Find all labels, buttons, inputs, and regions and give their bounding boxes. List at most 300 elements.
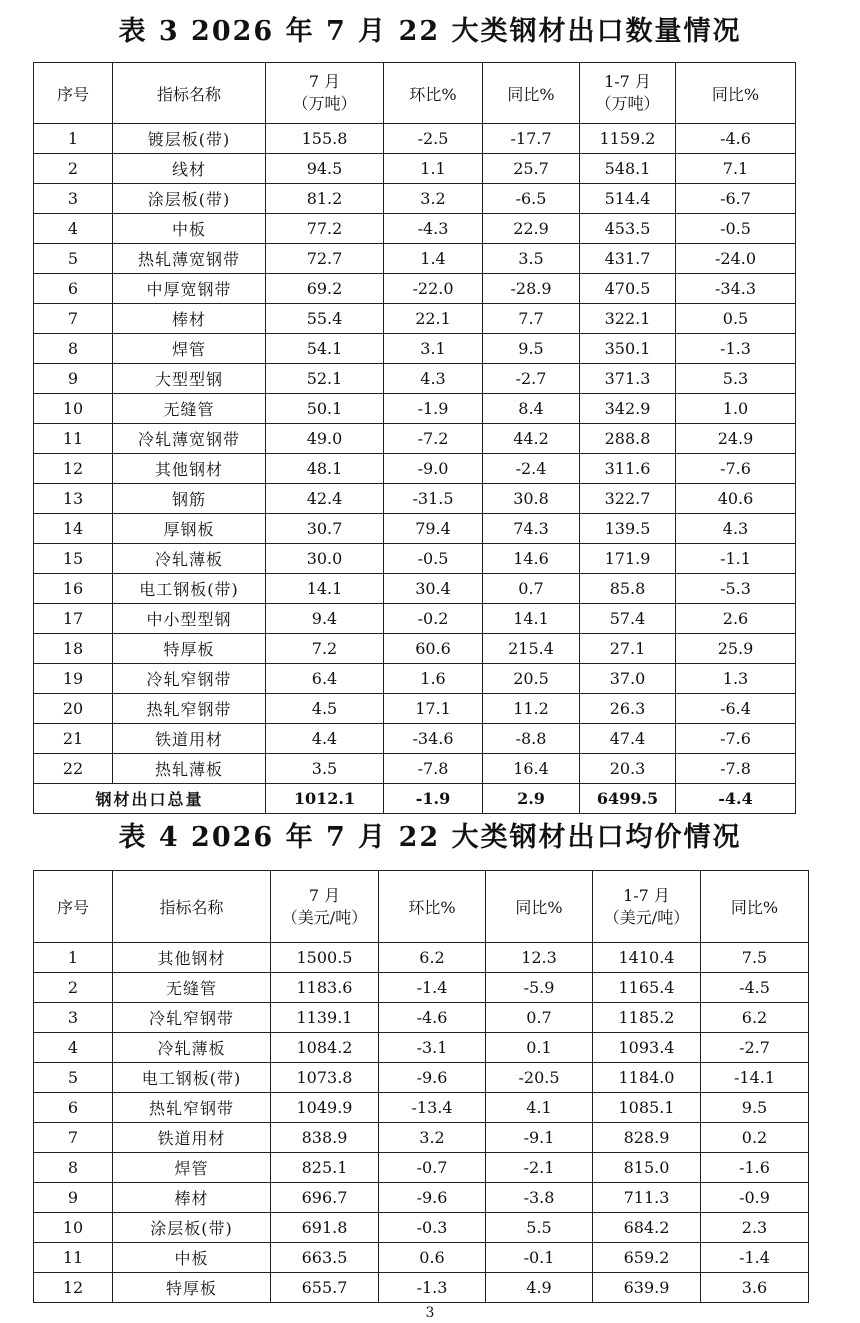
table-row (34, 394, 796, 424)
cell-ytd: 26.3 (580, 694, 676, 724)
table-row (34, 184, 796, 214)
cell-month: 94.5 (266, 154, 384, 184)
cell-ytd: 1159.2 (580, 124, 676, 154)
cell-name: 其他钢材 (113, 454, 266, 484)
cell-ytd: 815.0 (593, 1153, 701, 1183)
cell-month: 6.4 (266, 664, 384, 694)
cell-seq: 9 (34, 1183, 113, 1213)
table-row (34, 154, 796, 184)
cell-yoy: 4.9 (486, 1273, 593, 1303)
cell-month: 1073.8 (271, 1063, 379, 1093)
cell-yoy: 9.5 (483, 334, 580, 364)
cell-month: 54.1 (266, 334, 384, 364)
cell-mom: 60.6 (384, 634, 483, 664)
cell-mom: -0.2 (384, 604, 483, 634)
cell-month: 77.2 (266, 214, 384, 244)
cell-ytd: 639.9 (593, 1273, 701, 1303)
table-row (34, 244, 796, 274)
cell-yoy: -3.8 (486, 1183, 593, 1213)
cell-seq: 4 (34, 1033, 113, 1063)
cell-yoy: 22.9 (483, 214, 580, 244)
cell-ytd-yoy: -34.3 (676, 274, 796, 304)
header-ytd-line2: （美元/吨） (603, 907, 690, 927)
cell-ytd-yoy: -4.6 (676, 124, 796, 154)
table-row (34, 1093, 809, 1123)
cell-ytd: 548.1 (580, 154, 676, 184)
cell-ytd-yoy: -6.7 (676, 184, 796, 214)
cell-yoy: 30.8 (483, 484, 580, 514)
table-row (34, 1213, 809, 1243)
header-name: 指标名称 (113, 63, 266, 124)
cell-month: 55.4 (266, 304, 384, 334)
cell-mom: -34.6 (384, 724, 483, 754)
cell-name: 特厚板 (113, 1273, 271, 1303)
table-row (34, 574, 796, 604)
cell-ytd-yoy: 40.6 (676, 484, 796, 514)
cell-yoy: 0.7 (483, 574, 580, 604)
cell-yoy: 14.6 (483, 544, 580, 574)
cell-seq: 9 (34, 364, 113, 394)
cell-seq: 3 (34, 1003, 113, 1033)
header-ytd-line1: 1-7 月 (604, 72, 651, 91)
cell-seq: 5 (34, 1063, 113, 1093)
cell-yoy: 44.2 (483, 424, 580, 454)
table-row (34, 754, 796, 784)
cell-seq: 1 (34, 124, 113, 154)
header-ytd-line2: （万吨） (595, 94, 660, 113)
cell-name: 中小型型钢 (113, 604, 266, 634)
table-row (34, 124, 796, 154)
cell-yoy: 16.4 (483, 754, 580, 784)
header-month-line2: （万吨） (292, 94, 357, 113)
cell-ytd-yoy: 7.1 (676, 154, 796, 184)
cell-month: 838.9 (271, 1123, 379, 1153)
cell-name: 厚钢板 (113, 514, 266, 544)
cell-ytd-yoy: -14.1 (701, 1063, 809, 1093)
cell-month: 691.8 (271, 1213, 379, 1243)
cell-ytd: 514.4 (580, 184, 676, 214)
cell-month: 14.1 (266, 574, 384, 604)
table-row (34, 694, 796, 724)
cell-seq: 8 (34, 334, 113, 364)
cell-name: 棒材 (113, 304, 266, 334)
cell-ytd-yoy: -24.0 (676, 244, 796, 274)
table-row (34, 1153, 809, 1183)
cell-ytd-yoy: -0.5 (676, 214, 796, 244)
cell-ytd: 20.3 (580, 754, 676, 784)
total-ytd-yoy: -4.4 (676, 784, 796, 814)
table4-title: 表 4 2026 年 7 月 22 大类钢材出口均价情况 (118, 822, 742, 853)
table-row (34, 424, 796, 454)
header-ytd-line1: 1-7 月 (623, 885, 670, 905)
cell-mom: -0.3 (379, 1213, 486, 1243)
cell-ytd-yoy: -1.1 (676, 544, 796, 574)
table-row (34, 544, 796, 574)
table3-body (34, 124, 796, 784)
table-row (34, 454, 796, 484)
table-row (34, 973, 809, 1003)
cell-ytd-yoy: 0.2 (701, 1123, 809, 1153)
cell-mom: 1.6 (384, 664, 483, 694)
cell-ytd: 57.4 (580, 604, 676, 634)
cell-name: 电工钢板(带) (113, 574, 266, 604)
cell-mom: -22.0 (384, 274, 483, 304)
total-label: 钢材出口总量 (34, 784, 266, 814)
cell-mom: -7.8 (384, 754, 483, 784)
cell-yoy: -20.5 (486, 1063, 593, 1093)
table-header-row (34, 871, 809, 943)
cell-name: 冷轧薄宽钢带 (113, 424, 266, 454)
cell-month: 655.7 (271, 1273, 379, 1303)
cell-yoy: 14.1 (483, 604, 580, 634)
cell-name: 涂层板(带) (113, 1213, 271, 1243)
table-row (34, 724, 796, 754)
cell-month: 48.1 (266, 454, 384, 484)
cell-yoy: -2.1 (486, 1153, 593, 1183)
cell-mom: 3.2 (384, 184, 483, 214)
cell-mom: -1.4 (379, 973, 486, 1003)
cell-yoy: 11.2 (483, 694, 580, 724)
export-volume-table (33, 62, 796, 814)
cell-ytd-yoy: 2.3 (701, 1213, 809, 1243)
cell-month: 42.4 (266, 484, 384, 514)
cell-ytd-yoy: -5.3 (676, 574, 796, 604)
header-ytd-yoy: 同比% (701, 871, 809, 943)
cell-mom: 4.3 (384, 364, 483, 394)
cell-month: 825.1 (271, 1153, 379, 1183)
cell-yoy: -28.9 (483, 274, 580, 304)
cell-ytd-yoy: 25.9 (676, 634, 796, 664)
cell-ytd: 342.9 (580, 394, 676, 424)
cell-ytd: 1185.2 (593, 1003, 701, 1033)
cell-month: 3.5 (266, 754, 384, 784)
cell-ytd-yoy: -4.5 (701, 973, 809, 1003)
cell-mom: 3.2 (379, 1123, 486, 1153)
cell-seq: 6 (34, 274, 113, 304)
cell-month: 696.7 (271, 1183, 379, 1213)
cell-yoy: 215.4 (483, 634, 580, 664)
header-month (266, 63, 384, 124)
cell-seq: 7 (34, 1123, 113, 1153)
cell-name: 冷轧窄钢带 (113, 664, 266, 694)
cell-month: 155.8 (266, 124, 384, 154)
cell-seq: 19 (34, 664, 113, 694)
cell-seq: 1 (34, 943, 113, 973)
table-row (34, 1243, 809, 1273)
cell-seq: 10 (34, 394, 113, 424)
table-row (34, 334, 796, 364)
table-row (34, 664, 796, 694)
table-header-row (34, 63, 796, 124)
total-mom: -1.9 (384, 784, 483, 814)
cell-ytd: 47.4 (580, 724, 676, 754)
cell-ytd-yoy: -7.6 (676, 454, 796, 484)
cell-mom: -13.4 (379, 1093, 486, 1123)
page-number: 3 (425, 1305, 435, 1321)
cell-ytd: 711.3 (593, 1183, 701, 1213)
total-month: 1012.1 (266, 784, 384, 814)
header-mom: 环比% (379, 871, 486, 943)
cell-ytd-yoy: 4.3 (676, 514, 796, 544)
cell-month: 69.2 (266, 274, 384, 304)
cell-seq: 22 (34, 754, 113, 784)
cell-ytd-yoy: 24.9 (676, 424, 796, 454)
cell-name: 热轧薄宽钢带 (113, 244, 266, 274)
cell-month: 30.7 (266, 514, 384, 544)
cell-ytd-yoy: 5.3 (676, 364, 796, 394)
cell-yoy: 0.1 (486, 1033, 593, 1063)
header-month (271, 871, 379, 943)
cell-month: 1139.1 (271, 1003, 379, 1033)
total-yoy: 2.9 (483, 784, 580, 814)
total-ytd: 6499.5 (580, 784, 676, 814)
cell-month: 9.4 (266, 604, 384, 634)
cell-yoy: -5.9 (486, 973, 593, 1003)
cell-name: 中板 (113, 214, 266, 244)
header-month-line1: 7 月 (308, 885, 341, 905)
cell-mom: -3.1 (379, 1033, 486, 1063)
cell-yoy: 8.4 (483, 394, 580, 424)
cell-seq: 12 (34, 454, 113, 484)
cell-mom: -2.5 (384, 124, 483, 154)
cell-yoy: -8.8 (483, 724, 580, 754)
table-row (34, 1183, 809, 1213)
cell-name: 焊管 (113, 1153, 271, 1183)
cell-ytd: 371.3 (580, 364, 676, 394)
cell-seq: 10 (34, 1213, 113, 1243)
header-month-line2: （美元/吨） (281, 907, 368, 927)
cell-yoy: 12.3 (486, 943, 593, 973)
cell-ytd-yoy: -6.4 (676, 694, 796, 724)
cell-name: 无缝管 (113, 973, 271, 1003)
cell-month: 4.4 (266, 724, 384, 754)
cell-seq: 7 (34, 304, 113, 334)
cell-name: 中厚宽钢带 (113, 274, 266, 304)
cell-ytd: 322.7 (580, 484, 676, 514)
cell-yoy: 3.5 (483, 244, 580, 274)
cell-yoy: 25.7 (483, 154, 580, 184)
cell-ytd: 322.1 (580, 304, 676, 334)
cell-yoy: 74.3 (483, 514, 580, 544)
header-ytd (580, 63, 676, 124)
cell-ytd: 453.5 (580, 214, 676, 244)
table-row (34, 943, 809, 973)
table-row (34, 1003, 809, 1033)
header-yoy: 同比% (483, 63, 580, 124)
cell-mom: -31.5 (384, 484, 483, 514)
cell-ytd: 1093.4 (593, 1033, 701, 1063)
cell-seq: 16 (34, 574, 113, 604)
cell-ytd: 684.2 (593, 1213, 701, 1243)
cell-seq: 3 (34, 184, 113, 214)
cell-name: 铁道用材 (113, 1123, 271, 1153)
header-name: 指标名称 (113, 871, 271, 943)
cell-ytd: 37.0 (580, 664, 676, 694)
cell-seq: 14 (34, 514, 113, 544)
cell-ytd-yoy: 2.6 (676, 604, 796, 634)
table4-body (34, 943, 809, 1303)
cell-yoy: -6.5 (483, 184, 580, 214)
cell-ytd: 85.8 (580, 574, 676, 604)
cell-mom: 1.4 (384, 244, 483, 274)
cell-ytd: 311.6 (580, 454, 676, 484)
cell-mom: -9.6 (379, 1183, 486, 1213)
cell-mom: -4.6 (379, 1003, 486, 1033)
cell-ytd-yoy: 0.5 (676, 304, 796, 334)
cell-yoy: -2.7 (483, 364, 580, 394)
cell-ytd-yoy: 3.6 (701, 1273, 809, 1303)
cell-ytd-yoy: -0.9 (701, 1183, 809, 1213)
cell-yoy: 0.7 (486, 1003, 593, 1033)
table-row (34, 364, 796, 394)
cell-mom: 6.2 (379, 943, 486, 973)
cell-month: 52.1 (266, 364, 384, 394)
cell-ytd: 1184.0 (593, 1063, 701, 1093)
cell-seq: 8 (34, 1153, 113, 1183)
table-row (34, 1273, 809, 1303)
cell-yoy: -2.4 (483, 454, 580, 484)
header-ytd (593, 871, 701, 943)
table-row (34, 1123, 809, 1153)
cell-mom: 30.4 (384, 574, 483, 604)
cell-month: 7.2 (266, 634, 384, 664)
cell-ytd-yoy: -1.4 (701, 1243, 809, 1273)
cell-ytd: 1085.1 (593, 1093, 701, 1123)
cell-mom: 22.1 (384, 304, 483, 334)
cell-name: 中板 (113, 1243, 271, 1273)
cell-name: 冷轧窄钢带 (113, 1003, 271, 1033)
header-ytd-yoy: 同比% (676, 63, 796, 124)
cell-yoy: 5.5 (486, 1213, 593, 1243)
cell-month: 1183.6 (271, 973, 379, 1003)
table-row (34, 634, 796, 664)
cell-seq: 18 (34, 634, 113, 664)
cell-name: 特厚板 (113, 634, 266, 664)
cell-ytd: 350.1 (580, 334, 676, 364)
table-row (34, 514, 796, 544)
cell-ytd-yoy: 6.2 (701, 1003, 809, 1033)
cell-name: 钢筋 (113, 484, 266, 514)
cell-ytd: 288.8 (580, 424, 676, 454)
cell-ytd: 27.1 (580, 634, 676, 664)
export-price-table (33, 870, 809, 1303)
cell-mom: -1.9 (384, 394, 483, 424)
cell-ytd-yoy: -2.7 (701, 1033, 809, 1063)
cell-name: 其他钢材 (113, 943, 271, 973)
cell-ytd-yoy: -7.8 (676, 754, 796, 784)
cell-name: 电工钢板(带) (113, 1063, 271, 1093)
cell-yoy: 4.1 (486, 1093, 593, 1123)
cell-seq: 15 (34, 544, 113, 574)
header-seq: 序号 (34, 63, 113, 124)
table-row (34, 304, 796, 334)
cell-ytd: 659.2 (593, 1243, 701, 1273)
cell-ytd: 1165.4 (593, 973, 701, 1003)
cell-name: 热轧窄钢带 (113, 694, 266, 724)
cell-seq: 2 (34, 154, 113, 184)
cell-name: 大型型钢 (113, 364, 266, 394)
cell-ytd: 828.9 (593, 1123, 701, 1153)
table-row (34, 274, 796, 304)
cell-month: 30.0 (266, 544, 384, 574)
cell-ytd-yoy: 1.0 (676, 394, 796, 424)
cell-yoy: 7.7 (483, 304, 580, 334)
cell-mom: 0.6 (379, 1243, 486, 1273)
cell-seq: 12 (34, 1273, 113, 1303)
cell-ytd-yoy: -1.3 (676, 334, 796, 364)
cell-ytd-yoy: -1.6 (701, 1153, 809, 1183)
table-row (34, 1033, 809, 1063)
cell-seq: 6 (34, 1093, 113, 1123)
cell-ytd: 1410.4 (593, 943, 701, 973)
table-row (34, 1063, 809, 1093)
cell-yoy: -17.7 (483, 124, 580, 154)
cell-mom: -0.7 (379, 1153, 486, 1183)
cell-mom: -0.5 (384, 544, 483, 574)
cell-name: 铁道用材 (113, 724, 266, 754)
cell-ytd-yoy: 9.5 (701, 1093, 809, 1123)
header-seq: 序号 (34, 871, 113, 943)
cell-month: 663.5 (271, 1243, 379, 1273)
cell-name: 焊管 (113, 334, 266, 364)
cell-month: 1084.2 (271, 1033, 379, 1063)
cell-mom: 17.1 (384, 694, 483, 724)
header-yoy: 同比% (486, 871, 593, 943)
cell-seq: 4 (34, 214, 113, 244)
header-month-line1: 7 月 (308, 72, 341, 91)
cell-ytd: 171.9 (580, 544, 676, 574)
cell-name: 棒材 (113, 1183, 271, 1213)
cell-ytd: 139.5 (580, 514, 676, 544)
table-row (34, 604, 796, 634)
cell-mom: -1.3 (379, 1273, 486, 1303)
cell-mom: 1.1 (384, 154, 483, 184)
cell-name: 涂层板(带) (113, 184, 266, 214)
table-row (34, 214, 796, 244)
cell-yoy: 20.5 (483, 664, 580, 694)
table-row (34, 484, 796, 514)
cell-month: 4.5 (266, 694, 384, 724)
cell-seq: 17 (34, 604, 113, 634)
cell-seq: 11 (34, 424, 113, 454)
cell-month: 49.0 (266, 424, 384, 454)
cell-ytd: 431.7 (580, 244, 676, 274)
cell-month: 81.2 (266, 184, 384, 214)
cell-ytd: 470.5 (580, 274, 676, 304)
cell-seq: 20 (34, 694, 113, 724)
cell-ytd-yoy: -7.6 (676, 724, 796, 754)
cell-month: 72.7 (266, 244, 384, 274)
cell-seq: 11 (34, 1243, 113, 1273)
cell-mom: 3.1 (384, 334, 483, 364)
cell-name: 冷轧薄板 (113, 1033, 271, 1063)
cell-ytd-yoy: 7.5 (701, 943, 809, 973)
cell-month: 1049.9 (271, 1093, 379, 1123)
cell-yoy: -9.1 (486, 1123, 593, 1153)
cell-name: 冷轧薄板 (113, 544, 266, 574)
cell-name: 热轧窄钢带 (113, 1093, 271, 1123)
cell-name: 热轧薄板 (113, 754, 266, 784)
cell-month: 1500.5 (271, 943, 379, 973)
header-mom: 环比% (384, 63, 483, 124)
cell-seq: 13 (34, 484, 113, 514)
cell-seq: 21 (34, 724, 113, 754)
cell-mom: -9.0 (384, 454, 483, 484)
cell-mom: 79.4 (384, 514, 483, 544)
total-row (34, 784, 796, 814)
cell-yoy: -0.1 (486, 1243, 593, 1273)
cell-name: 镀层板(带) (113, 124, 266, 154)
